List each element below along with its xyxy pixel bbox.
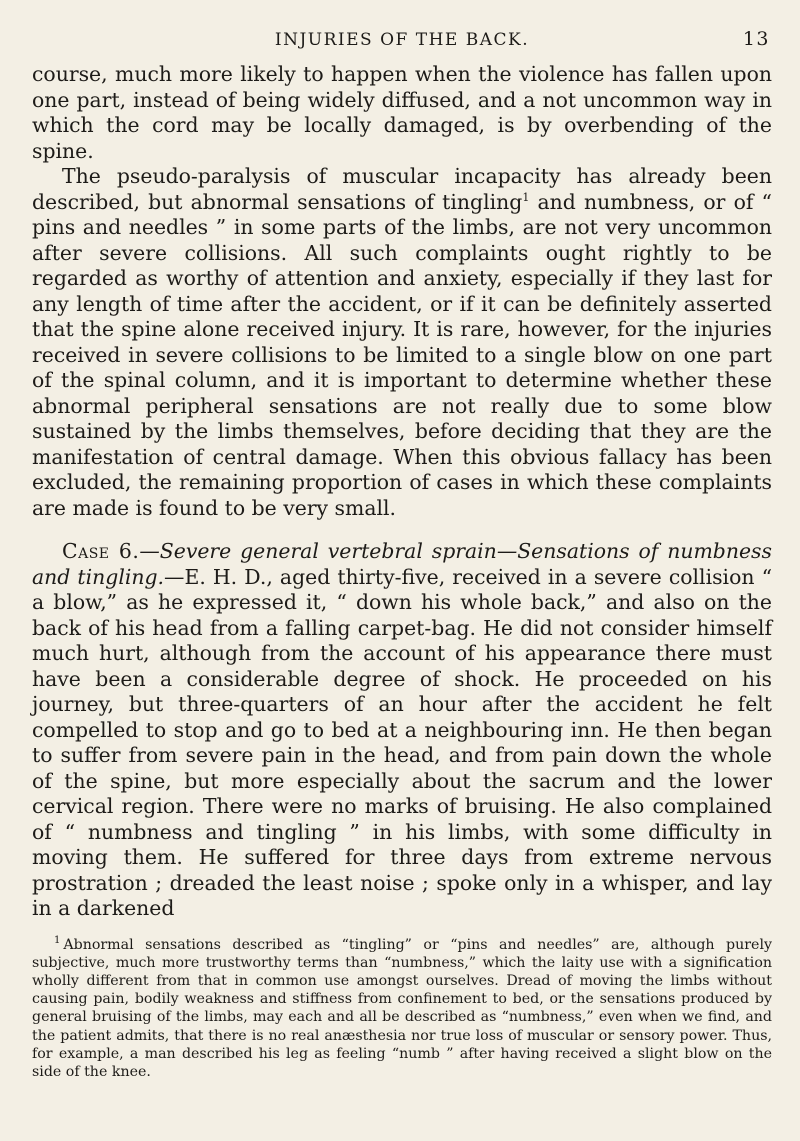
case-title: —Severe general vertebral sprain—Sensations of numbness and tingling. xyxy=(32,539,772,589)
case-text: —E. H. D., aged thirty-five, received in a severe collision “ a blow,” as he expressed it, “ down his whole back,” and also on the back of his head from a falling carpet-bag. He did not consider himself much hurt, although from the account of his appearance there must have been a considerable degree of shock. He proceeded on his journey, but three-quarters of an hour after the accident he felt compelled to stop and go to bed at a neighbouring inn. He then began to suffer from severe pain in the head, and from pain down the whole of the spine, but more especially about the sacrum and the lower cervical region. There were no marks of bruising. He also complained of “ numbness and tingling ” in his limbs, with some difficulty in moving them. He suffered for three days from extreme nervous prostration ; dreaded the least noise ; spoke only in a whisper, and lay in a darkened xyxy=(32,564,772,920)
footnote-text: Abnormal sensations described as “tingling” or “pins and needles” are, although purely subjective, much more trustworthy terms than “numbness,” which the laity use with a signification wholly different from that in common use amongst ourselves. Dread of moving the limbs without causing pain, bodily weakness and stiffness from confinement to bed, or the sensations produced by general bruising of the limbs, may each and all be described as “numbness,” even when we find, and the patient admits, that there is no real anæsthesia nor true loss of muscular or sensory power. Thus, for example, a man described his leg as feeling “numb ” after having received a slight blow on the side of the knee. xyxy=(32,936,772,1080)
case-report xyxy=(32,539,772,922)
footnote xyxy=(32,936,772,1082)
running-head xyxy=(32,30,772,56)
case-label: Case 6. xyxy=(62,539,140,563)
footnote-reference: 1 xyxy=(522,190,530,204)
page-number: 13 xyxy=(742,28,770,50)
paragraph-continuation: course, much more likely to happen when the violence has fallen upon one part, instead of being widely diffused, and a not uncommon way in which the cord may be locally damaged, is by overbending of the spine. xyxy=(32,62,772,163)
footnote-mark: 1 xyxy=(54,934,61,946)
paragraph-text-after-note: and numbness, or of “ pins and needles ” in some parts of the limbs, are not very uncommon after severe collisions. All such complaints ought rightly to be regarded as worthy of attention and anxiety, especially if they last for any length of time after the accident, or if it can be definitely asserted that the spine alone received injury. It is rare, however, for the injuries received in severe collisions to be limited to a single blow on one part of the spinal column, and it is important to determine whether these abnormal peripheral sensations are not really due to some blow sustained by the limbs themselves, before deciding that they are the manifestation of central damage. When this obvious fallacy has been excluded, the remaining proportion of cases in which these complaints are made is found to be very small. xyxy=(32,189,772,520)
paragraph-text-before-note: The pseudo-paralysis of muscular incapacity has already been described, but abnormal sensations of tingling xyxy=(32,164,772,214)
book-page xyxy=(32,30,772,1081)
running-title: INJURIES OF THE BACK. xyxy=(274,30,530,50)
paragraph-pseudo-paralysis xyxy=(32,164,772,521)
